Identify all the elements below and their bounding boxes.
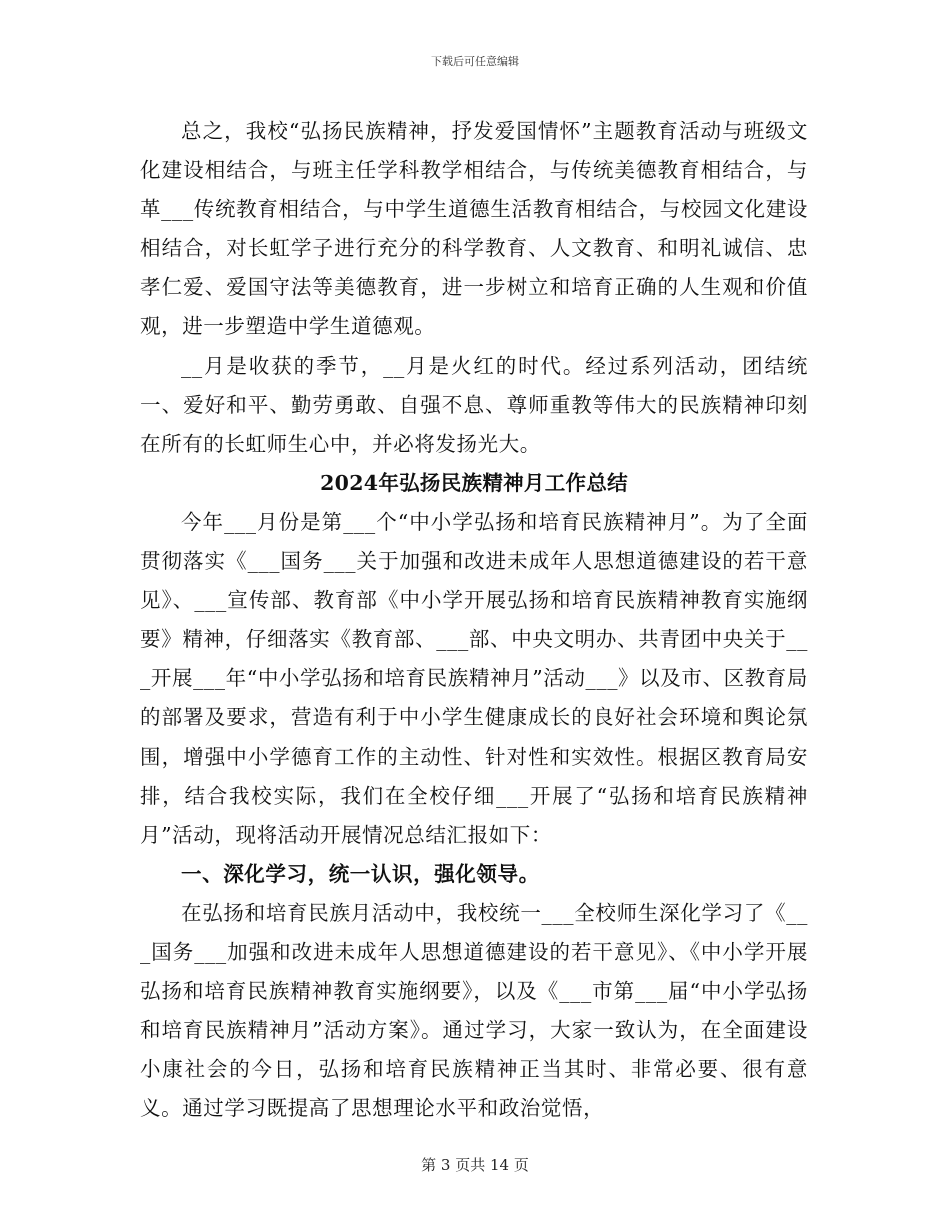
page-header	[0, 53, 950, 69]
paragraph-study: 在弘扬和培育民族月活动中，我校统一___全校师生深化学习了《___国务___加强和改进未成年人思想道德建设的若干意见》、《中小学开展弘扬和培育民族精神教育实施纲要》，以及《___市第___届“中小学弘扬和培育民族精神月”活动方案》。通过学习，大家一致认为，在全面建设小康社会的今日，弘扬和培育民族精神正当其时、非常必要、很有意义。通过学习既提高了思想理论水平和政治觉悟，	[140, 900, 808, 1121]
header-note: 下载后可任意编辑	[431, 55, 519, 68]
heading-deepen-study: 一、深化学习，统一认识，强化领导。	[181, 861, 540, 886]
paragraph-conclusion: 总之，我校“弘扬民族精神，抒发爱国情怀”主题教育活动与班级文化建设相结合，与班主任学科教学相结合，与传统美德教育相结合，与革___传统教育相结合，与中学生道德生活教育相结合，与校园文化建设相结合，对长虹学子进行充分的科学教育、人文教育、和明礼诚信、忠孝仁爱、爱国守法等美德教育，进一步树立和培育正确的人生观和价值观，进一步塑造中学生道德观。	[140, 119, 808, 339]
page-footer	[0, 1154, 950, 1175]
page-number: 第 3 页共 14 页	[421, 1156, 529, 1174]
paragraph-closing: __月是收获的季节，__月是火红的时代。经过系列活动，团结统一、爱好和平、勤劳勇敢、自强不息、尊师重教等伟大的民族精神印刻在所有的长虹师生心中，并必将发扬光大。	[140, 353, 808, 456]
paragraph-intro: 今年___月份是第___个“中小学弘扬和培育民族精神月”。为了全面贯彻落实《___国务___关于加强和改进未成年人思想道德建设的若干意见》、___宣传部、教育部《中小学开展弘扬和培育民族精神教育实施纲要》精神，仔细落实《教育部、___部、中央文明办、共青团中央关于___开展___年“中小学弘扬和培育民族精神月”活动___》以及市、区教育局的部署及要求，营造有利于中小学生健康成长的良好社会环境和舆论氛围，增强中小学德育工作的主动性、针对性和实效性。根据区教育局安排，结合我校实际，我们在全校仔细___开展了“弘扬和培育民族精神月”活动，现将活动开展情况总结汇报如下：	[140, 509, 808, 847]
section-title: 2024年弘扬民族精神月工作总结	[320, 470, 628, 495]
document-body	[140, 112, 808, 1128]
